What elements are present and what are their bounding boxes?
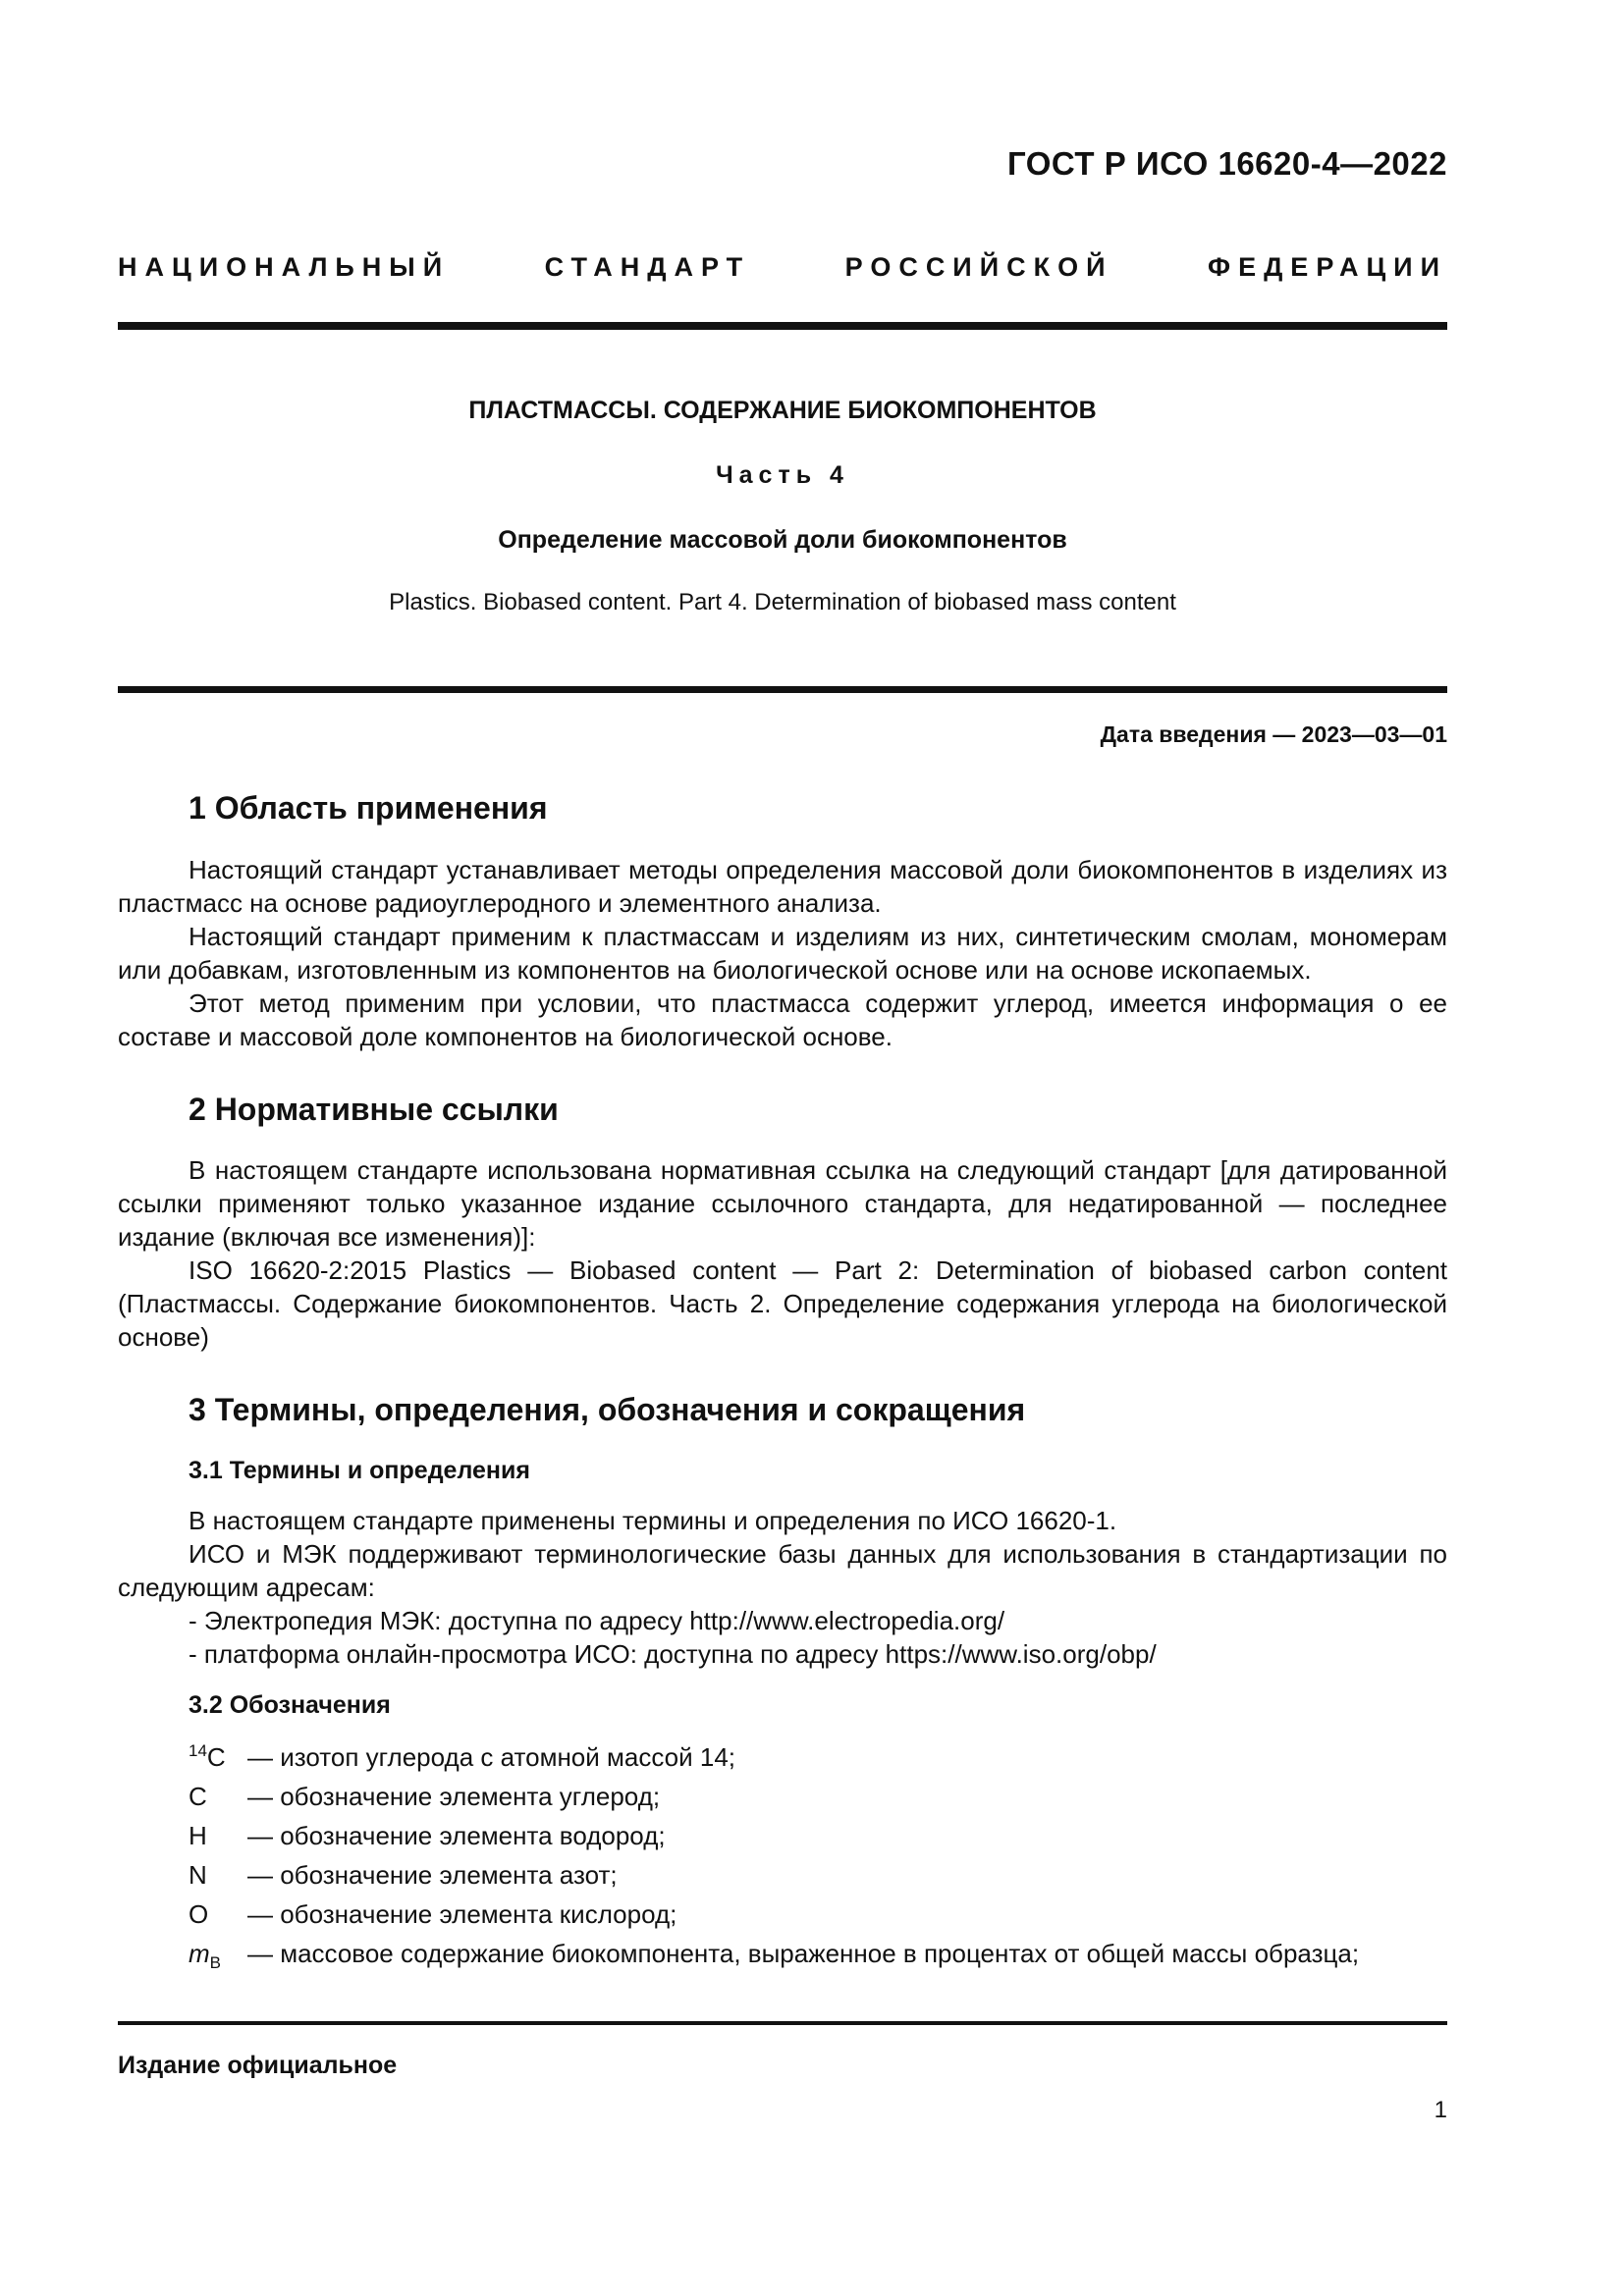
document-page [118,0,1447,2296]
list-item: - Электропедия МЭК: доступна по адресу http://www.electropedia.org/ [189,1606,1005,1635]
national-standard-banner: НАЦИОНАЛЬНЫЙ СТАНДАРТ РОССИЙСКОЙ ФЕДЕРАЦИИ [118,252,1447,282]
subsection-3-1-heading: 3.1 Термины и определения [189,1457,530,1484]
subsection-3-1-paragraph: В настоящем стандарте применены термины и определения по ИСО 16620-1. [189,1506,1117,1535]
section-2-heading: 2 Нормативные ссылки [189,1092,559,1127]
section-1-heading: 1 Область применения [189,790,548,826]
top-rule [118,322,1447,330]
document-part: Часть 4 [716,461,849,489]
section-1-paragraph: Настоящий стандарт устанавливает методы определения массовой доли биокомпонентов в изделиях из пластмасс на основе радиоуглеродного и элементного анализа. [118,855,1447,918]
section-1-paragraph: Этот метод применим при условии, что пластмасса содержит углерод, имеется информация о ее составе и массовой доле компонентов на биологической основе. [118,988,1447,1051]
subsection-3-2-heading: 3.2 Обозначения [189,1691,391,1719]
footer-rule [118,2021,1447,2025]
english-title: Plastics. Biobased content. Part 4. Determination of biobased mass content [389,589,1176,615]
symbol-description: — обозначение элемента азот; [247,1860,618,1890]
symbol: $^{14}$C [189,1741,226,1772]
symbol: C [189,1782,207,1811]
subsection-3-1-paragraph: ИСО и МЭК поддерживают терминологические базы данных для использования в стандартизации по следующим адресам: [118,1539,1447,1602]
symbol-description: — массовое содержание биокомпонента, выраженное в процентах от общей массы образца; [247,1939,1360,1968]
symbol-row [189,1780,1447,1813]
title-rule [118,686,1447,693]
symbol: $m_B$ [189,1939,222,1972]
section-1-paragraph: Настоящий стандарт применим к пластмассам и изделиям из них, синтетическим смолам, мономерам или добавкам, изготовленным из компонентов на биологической основе или на основе ископаемых. [118,922,1447,985]
symbol-description: — обозначение элемента водород; [247,1821,666,1850]
page-number: 1 [1434,2097,1447,2123]
symbol-description: — обозначение элемента кислород; [247,1899,677,1929]
symbol: H [189,1821,207,1850]
section-2-paragraph: В настоящем стандарте использована нормативная ссылка на следующий стандарт [для датированной ссылки применяют только указанное издание ссылочного стандарта, для недатированной — последнее издание (включая все изменения)]: [118,1155,1447,1252]
symbol-row [189,1858,1447,1892]
symbol-row [189,1937,1447,1970]
document-subtitle: Определение массовой доли биокомпонентов [498,526,1067,554]
symbol-row [189,1819,1447,1852]
symbol-description: — изотоп углерода с атомной массой 14; [247,1742,735,1772]
symbol-row [189,1897,1447,1931]
standard-designation: ГОСТ Р ИСО 16620-4—2022 [1006,145,1447,182]
official-edition-label: Издание официальное [118,2052,398,2079]
list-item: - платформа онлайн-просмотра ИСО: доступна по адресу https://www.iso.org/obp/ [189,1639,1157,1669]
introduction-date: Дата введения — 2023—03—01 [1100,721,1447,747]
symbol-row [189,1740,1447,1774]
symbol: O [189,1899,209,1929]
symbol: N [189,1860,207,1890]
section-3-heading: 3 Термины, определения, обозначения и сокращения [189,1392,1026,1427]
section-2-reference: ISO 16620-2:2015 Plastics — Biobased content — Part 2: Determination of biobased carbon content (Пластмассы. Содержание биокомпонентов. Часть 2. Определение содержания углерода на биологической основе) [118,1255,1447,1352]
document-title: ПЛАСТМАССЫ. СОДЕРЖАНИЕ БИОКОМПОНЕНТОВ [468,397,1097,424]
symbol-description: — обозначение элемента углерод; [247,1782,661,1811]
